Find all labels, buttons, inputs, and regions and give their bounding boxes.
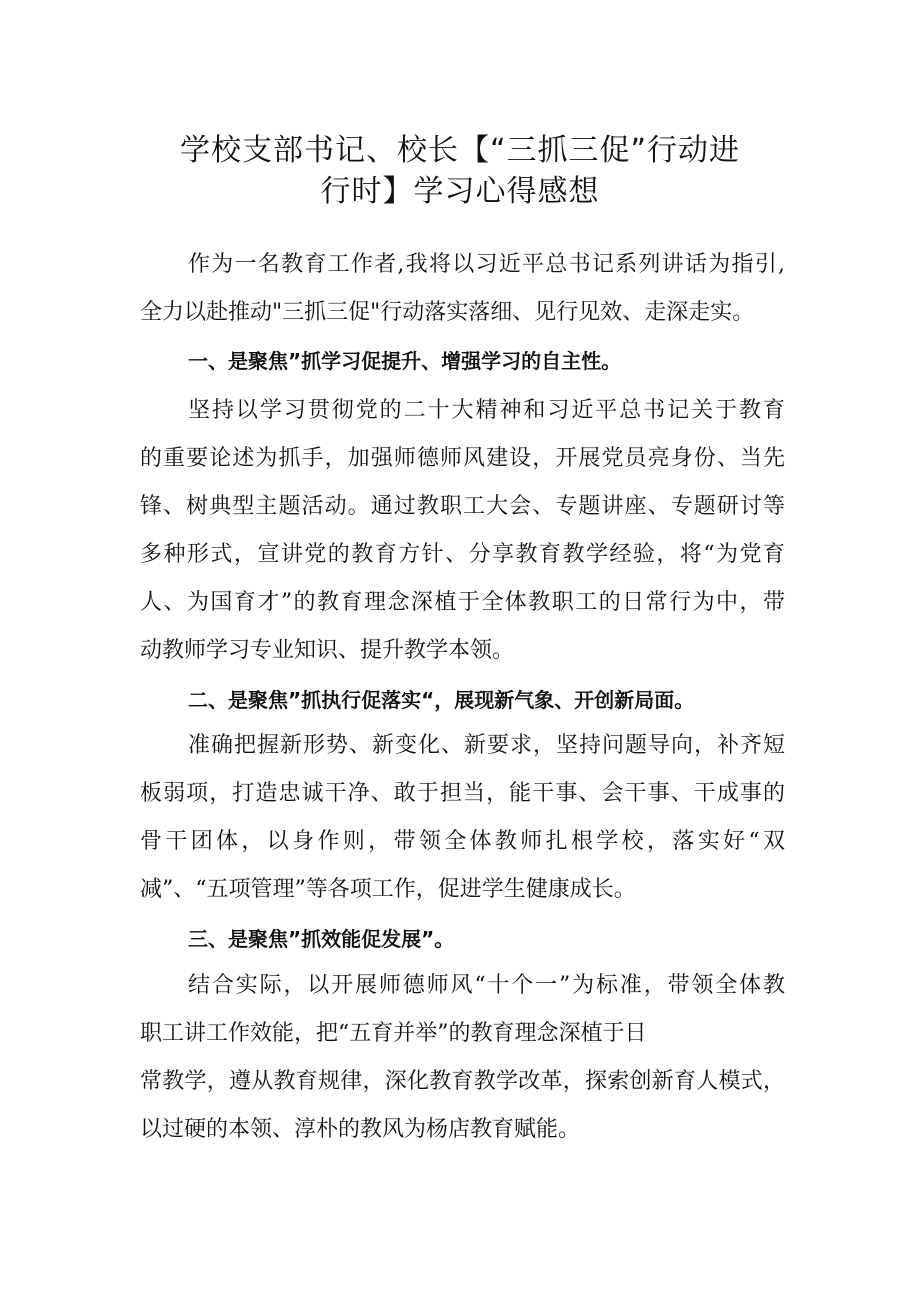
paragraph-line: 锋、树典型主题活动。通过教职工大会、专题讲座、专题研讨等 <box>140 494 785 519</box>
document-title-line-2: 行时】学习心得感想 <box>320 174 600 209</box>
section-heading-1: 一、是聚焦”抓学习促提升、增强学习的自主性。 <box>188 349 622 373</box>
document-title-line-1: 学校支部书记、校长【“三抓三促”行动进 <box>179 133 741 168</box>
paragraph-line: 准确把握新形势、新变化、新要求，坚持问题导向，补齐短 <box>188 733 785 758</box>
paragraph-line: 骨干团体，以身作则，带领全体教师扎根学校，落实好“双 <box>140 829 785 854</box>
paragraph-line: 的重要论述为抓手，加强师德师风建设，开展党员亮身份、当先 <box>140 446 785 471</box>
paragraph-line: 多种形式，宣讲党的教育方针、分享教育教学经验，将“为党育 <box>140 542 785 567</box>
intro-line-1: 作为一名教育工作者,我将以习近平总书记系列讲话为指引, <box>188 252 785 277</box>
paragraph-line: 以过硬的本领、淳朴的教风为杨店教育赋能。 <box>140 1117 581 1142</box>
paragraph-line: 常教学，遵从教育规律，深化教育教学改革，探索创新育人模式， <box>140 1069 785 1094</box>
paragraph-line: 板弱项，打造忠诚干净、敢于担当，能干事、会干事、干成事的 <box>140 781 785 806</box>
paragraph-line: 人、为国育才”的教育理念深植于全体教职工的日常行为中，带 <box>140 590 785 615</box>
intro-line-2: 全力以赴推动"三抓三促"行动落实落细、见行见效、走深走实。 <box>140 300 755 325</box>
paragraph-line: 减”、“五项管理”等各项工作，促进学生健康成长。 <box>140 877 636 902</box>
paragraph-line: 动教师学习专业知识、提升教学本领。 <box>140 638 515 663</box>
paragraph-line: 结合实际，以开展师德师风“十个一”为标准，带领全体教 <box>188 973 785 998</box>
section-heading-2: 二、是聚焦”抓执行促落实“，展现新气象、开创新局面。 <box>188 688 695 712</box>
paragraph-line: 职工讲工作效能，把“五育并举”的教育理念深植于日 <box>140 1021 647 1046</box>
section-heading-3: 三、是聚焦”抓效能促发展”。 <box>188 927 455 951</box>
paragraph-line: 坚持以学习贯彻党的二十大精神和习近平总书记关于教育 <box>188 398 785 423</box>
